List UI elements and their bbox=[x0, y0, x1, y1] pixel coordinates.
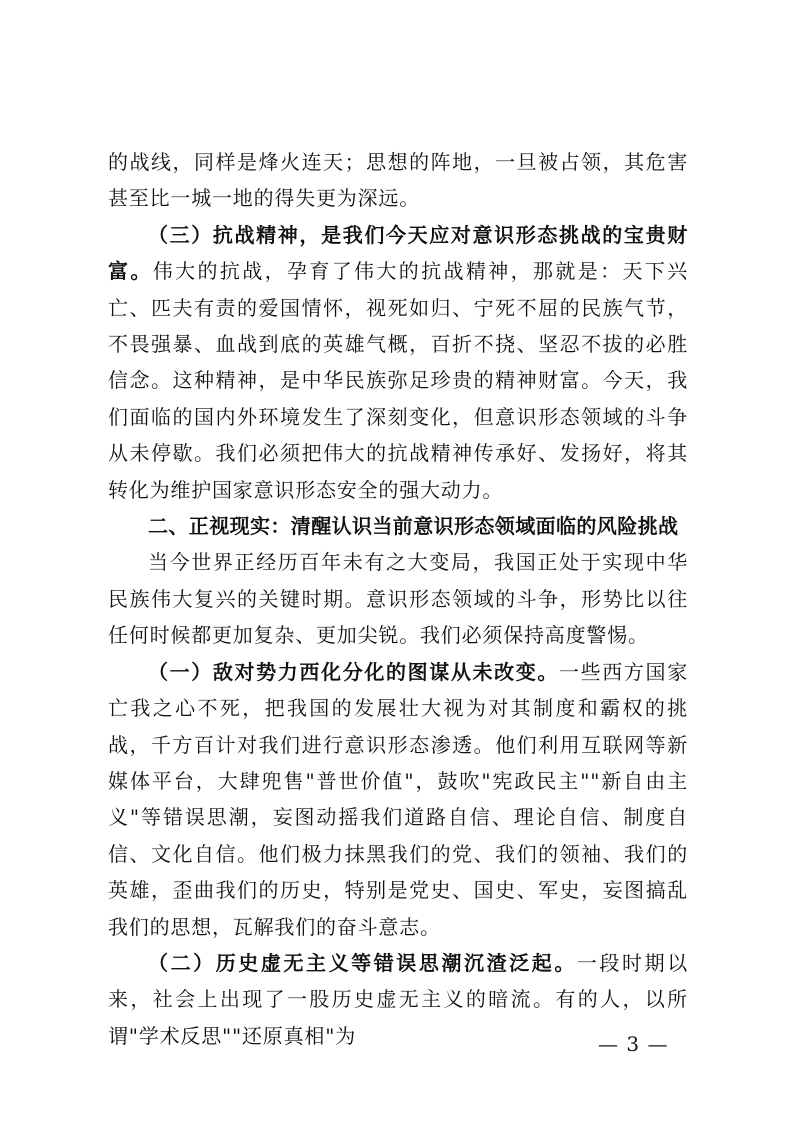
section-heading: 二、正视现实：清醒认识当前意识形态领域面临的风险挑战 bbox=[148, 514, 679, 539]
paragraph-text: 一段时期以来，社会上出现了一股历史虚无主义的暗流。有的人，以所谓"学术反思""还原真相"为 bbox=[108, 950, 689, 1048]
body-text bbox=[108, 144, 688, 1054]
paragraph-text: 的战线，同样是烽火连天；思想的阵地，一旦被占领，其危害甚至比一城一地的得失更为深远。 bbox=[108, 150, 688, 211]
paragraph-hostile-forces bbox=[108, 654, 688, 945]
paragraph-resistance-spirit bbox=[108, 217, 688, 508]
paragraph-text: 一些西方国家亡我之心不死，把我国的发展壮大视为对其制度和霸权的挑战，千方百计对我们进行意识形态渗透。他们利用互联网等新媒体平台，大肆兜售"普世价值"，鼓吹"宪政民主""新自由主义"等错误思潮，妄图动摇我们道路自信、理论自信、制度自信、文化自信。他们极力抹黑我们的党、我们的领袖、我们的英雄，歪曲我们的历史，特别是党史、国史、军史，妄图搞乱我们的思想，瓦解我们的奋斗意志。 bbox=[108, 659, 688, 939]
paragraph-lead: （二）历史虚无主义等错误思潮沉渣泛起。 bbox=[148, 950, 577, 975]
paragraph-lead: （三）抗战精神，是我们今天应对意识形态挑战的宝贵财富。 bbox=[108, 222, 688, 284]
paragraph-intro bbox=[108, 544, 688, 653]
paragraph-continuation bbox=[108, 144, 688, 217]
paragraph-text: 伟大的抗战，孕育了伟大的抗战精神，那就是：天下兴亡、匹夫有责的爱国情怀，视死如归、宁死不屈的民族气节，不畏强暴、血战到底的英雄气概，百折不挠、坚忍不拔的必胜信念。这种精神，是中华民族弥足珍贵的精神财富。今天，我们面临的国内外环境发生了深刻变化，但意识形态领域的斗争从未停歇。我们必须把伟大的抗战精神传承好、发扬好，将其转化为维护国家意识形态安全的强大动力。 bbox=[108, 259, 689, 502]
paragraph-text: 当今世界正经历百年未有之大变局，我国正处于实现中华民族伟大复兴的关键时期。意识形态领域的斗争，形势比以往任何时候都更加复杂、更加尖锐。我们必须保持高度警惕。 bbox=[108, 550, 688, 648]
page-number: — 3 — bbox=[598, 1032, 669, 1056]
paragraph-lead: （一）敌对势力西化分化的图谋从未改变。 bbox=[148, 659, 560, 684]
